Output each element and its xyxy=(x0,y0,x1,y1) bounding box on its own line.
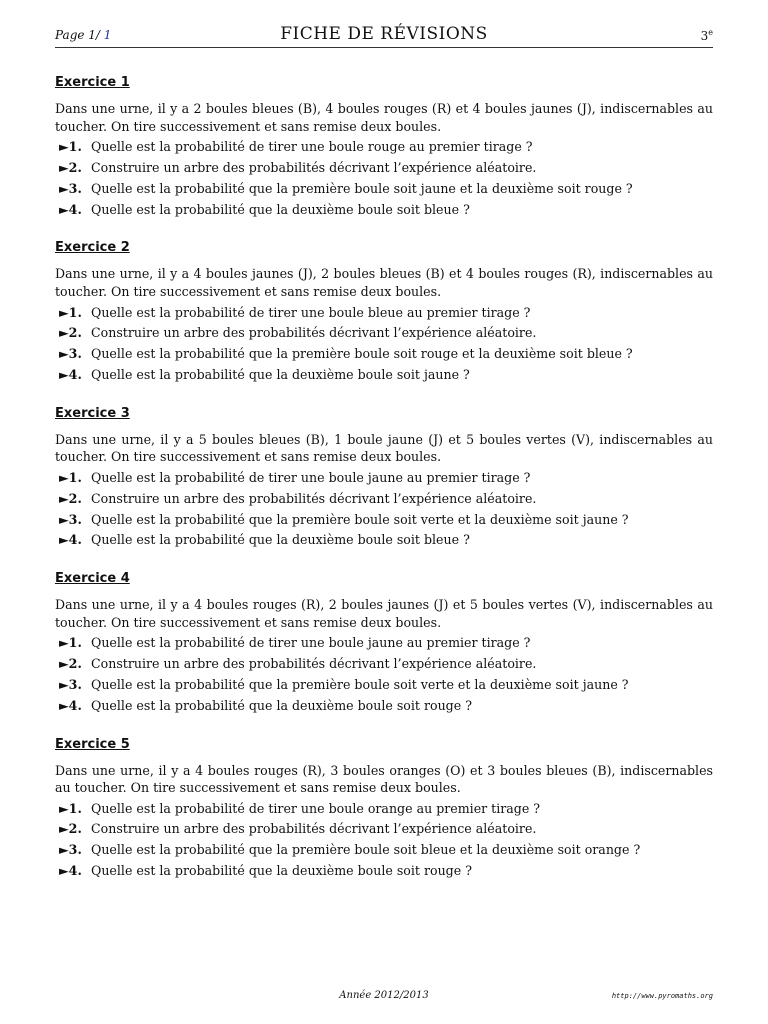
question-item xyxy=(55,137,713,158)
question-item xyxy=(55,468,713,489)
question-text: Quelle est la probabilité de tirer une boule rouge au premier tirage ? xyxy=(91,139,533,155)
question-item xyxy=(55,675,713,696)
question-text: Construire un arbre des probabilités décrivant l’expérience aléatoire. xyxy=(91,159,537,175)
question-text: Quelle est la probabilité que la deuxième boule soit rouge ? xyxy=(91,863,472,879)
question-number: ►3. xyxy=(59,676,82,692)
question-number: ►1. xyxy=(59,304,82,320)
exercise-statement: Dans une urne, il y a 4 boules rouges (R), 2 boules jaunes (J) et 5 boules vertes (V), indiscernables au toucher. On tire successivement et sans remise deux boules. xyxy=(55,597,713,630)
question-number: ►1. xyxy=(59,800,82,816)
question-text: Construire un arbre des probabilités décrivant l’expérience aléatoire. xyxy=(91,490,537,506)
question-number: ►4. xyxy=(59,366,82,382)
question-text: Quelle est la probabilité de tirer une boule jaune au premier tirage ? xyxy=(91,635,531,651)
question-item xyxy=(55,510,713,531)
question-text: Quelle est la probabilité de tirer une boule orange au premier tirage ? xyxy=(91,800,541,816)
question-item xyxy=(55,861,713,882)
question-item xyxy=(55,323,713,344)
question-item xyxy=(55,303,713,324)
question-item xyxy=(55,530,713,551)
question-text: Quelle est la probabilité que la deuxième boule soit bleue ? xyxy=(91,201,470,217)
question-item xyxy=(55,819,713,840)
exercise-title: Exercice 1 xyxy=(55,75,130,90)
exercise-statement: Dans une urne, il y a 4 boules rouges (R), 3 boules oranges (O) et 3 boules bleues (B), indiscernables au toucher. On tire successivement et sans remise deux boules. xyxy=(55,762,713,796)
question-number: ►2. xyxy=(59,490,82,506)
header-rule xyxy=(55,47,713,48)
question-number: ►3. xyxy=(59,180,82,196)
question-text: Quelle est la probabilité de tirer une boule bleue au premier tirage ? xyxy=(91,304,531,320)
page-header xyxy=(55,24,713,46)
question-text: Quelle est la probabilité que la deuxième boule soit jaune ? xyxy=(91,366,470,382)
exercise-statement: Dans une urne, il y a 2 boules bleues (B), 4 boules rouges (R) et 4 boules jaunes (J), indiscernables au toucher. On tire successivement et sans remise deux boules. xyxy=(55,101,713,134)
question-number: ►4. xyxy=(59,697,82,713)
exercise-4 xyxy=(55,571,713,716)
question-number: ►4. xyxy=(59,863,82,879)
question-text: Quelle est la probabilité que la première boule soit verte et la deuxième soit jaune ? xyxy=(91,511,629,527)
question-item xyxy=(55,200,713,221)
question-number: ►3. xyxy=(59,511,82,527)
question-text: Quelle est la probabilité que la deuxième boule soit rouge ? xyxy=(91,697,472,713)
page-label: Page 1 xyxy=(55,28,96,42)
exercise-title: Exercice 5 xyxy=(55,736,130,752)
exercise-title: Exercice 2 xyxy=(55,240,130,256)
question-number: ►1. xyxy=(59,635,82,651)
exercise-3 xyxy=(55,406,713,551)
footer-url-link[interactable]: http://www.pyromaths.org xyxy=(611,992,713,1000)
question-item xyxy=(55,654,713,675)
question-item xyxy=(55,799,713,820)
class-level xyxy=(701,28,713,43)
class-level-number: 3 xyxy=(700,29,709,43)
exercise-title: Exercice 4 xyxy=(55,571,130,587)
question-number: ►3. xyxy=(59,346,82,362)
question-text: Quelle est la probabilité que la première boule soit verte et la deuxième soit jaune ? xyxy=(91,676,629,692)
exercise-statement: Dans une urne, il y a 4 boules jaunes (J), 2 boules bleues (B) et 4 boules rouges (R), indiscernables au toucher. On tire successivement et sans remise deux boules. xyxy=(55,266,713,299)
question-item xyxy=(55,633,713,654)
question-text: Construire un arbre des probabilités décrivant l’expérience aléatoire. xyxy=(91,656,537,672)
question-number: ►2. xyxy=(59,656,82,672)
question-number: ►2. xyxy=(59,325,82,341)
question-item xyxy=(55,696,713,717)
question-item xyxy=(55,344,713,365)
question-number: ►4. xyxy=(59,201,82,217)
exercise-title: Exercice 3 xyxy=(55,405,130,421)
question-item xyxy=(55,489,713,510)
school-year: Année 2012/2013 xyxy=(339,990,429,1001)
page-footer xyxy=(55,990,713,1004)
page-total-link[interactable]: 1 xyxy=(103,28,112,42)
question-number: ►2. xyxy=(59,821,82,837)
exercise-5 xyxy=(55,737,713,882)
page-separator: / xyxy=(95,28,100,42)
question-text: Quelle est la probabilité que la deuxième boule soit bleue ? xyxy=(91,532,470,548)
question-number: ►1. xyxy=(59,469,82,485)
question-number: ►1. xyxy=(59,139,82,155)
question-text: Quelle est la probabilité de tirer une boule jaune au premier tirage ? xyxy=(91,469,531,485)
question-text: Quelle est la probabilité que la première boule soit jaune et la deuxième soit rouge ? xyxy=(91,180,633,196)
question-item xyxy=(55,840,713,861)
question-item xyxy=(55,365,713,386)
question-text: Construire un arbre des probabilités décrivant l’expérience aléatoire. xyxy=(91,325,537,341)
question-number: ►4. xyxy=(59,532,82,548)
exercise-statement: Dans une urne, il y a 5 boules bleues (B), 1 boule jaune (J) et 5 boules vertes (V), indiscernables au toucher. On tire successivement et sans remise deux boules. xyxy=(55,431,713,465)
class-level-suffix: e xyxy=(708,28,713,37)
question-number: ►2. xyxy=(59,159,82,175)
question-text: Quelle est la probabilité que la première boule soit bleue et la deuxième soit orange ? xyxy=(91,842,641,858)
question-item xyxy=(55,158,713,179)
exercise-2 xyxy=(55,240,713,385)
question-text: Quelle est la probabilité que la première boule soit rouge et la deuxième soit bleue ? xyxy=(91,346,633,362)
exercise-list xyxy=(55,75,713,902)
question-item xyxy=(55,179,713,200)
exercise-1 xyxy=(55,75,713,220)
question-number: ►3. xyxy=(59,842,82,858)
question-text: Construire un arbre des probabilités décrivant l’expérience aléatoire. xyxy=(91,821,537,837)
page-title: FICHE DE RÉVISIONS xyxy=(280,24,488,44)
